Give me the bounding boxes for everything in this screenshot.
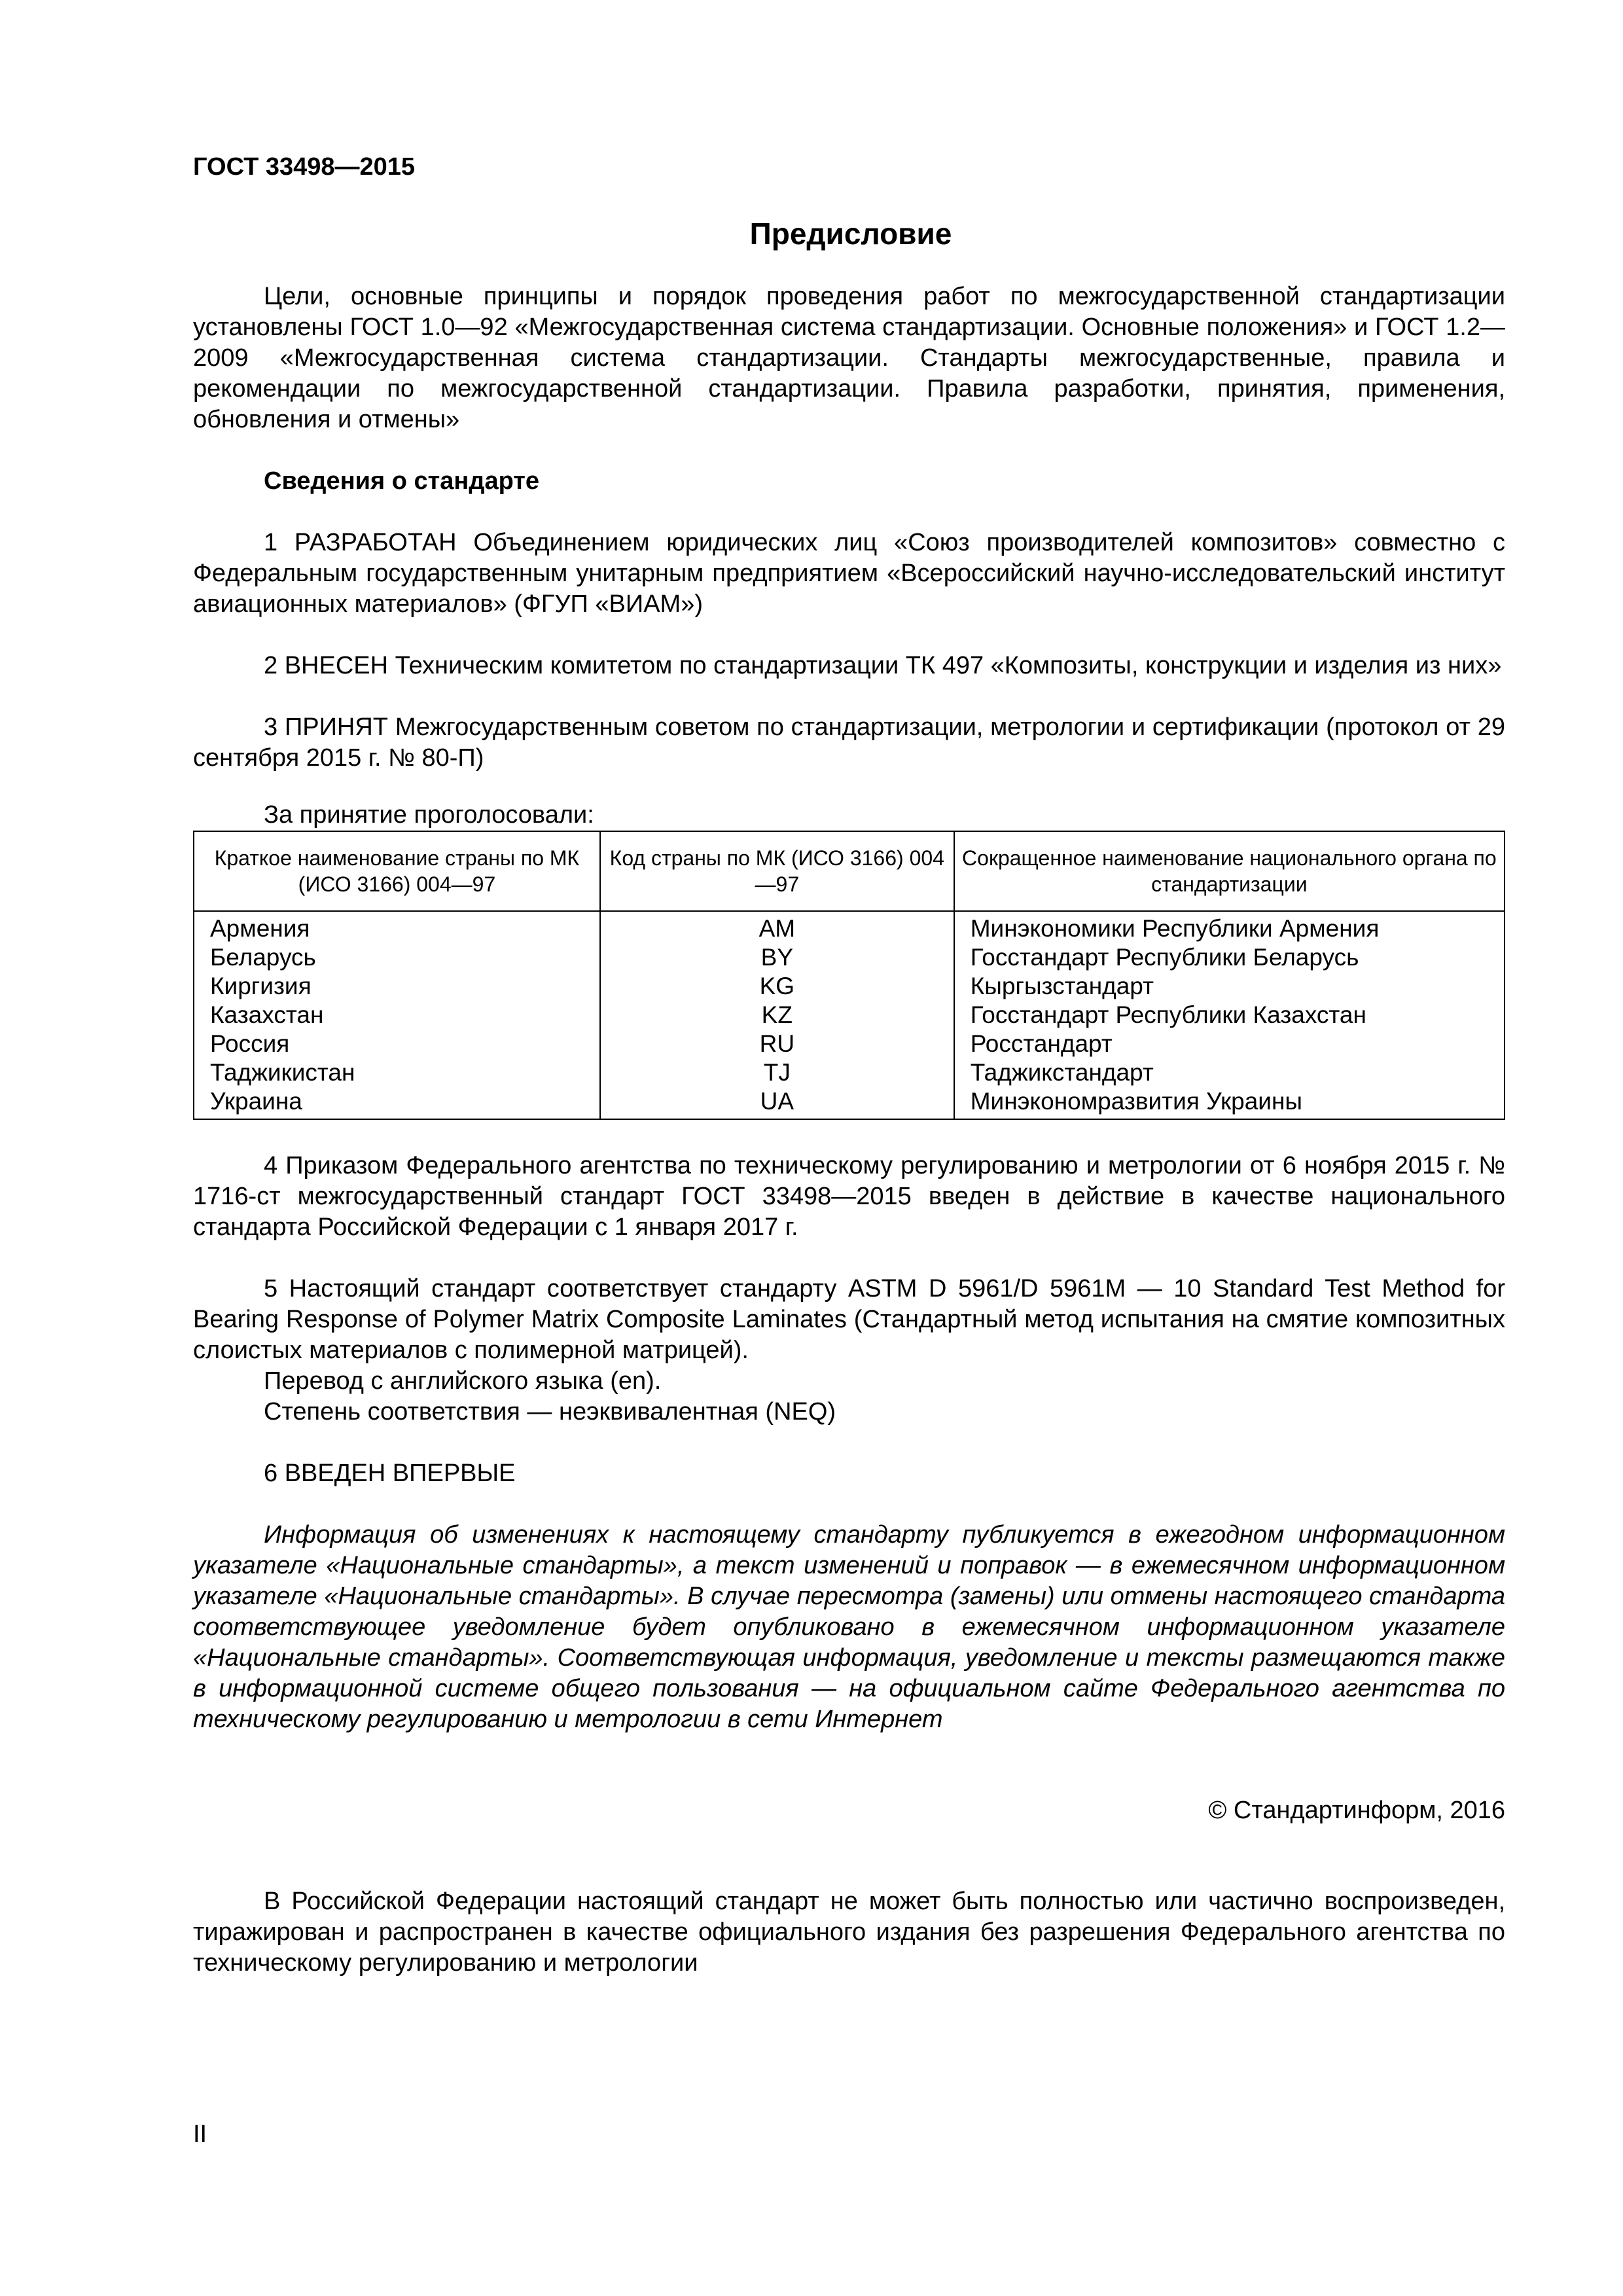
country-cell: Россия	[194, 1030, 600, 1058]
code-cell: RU	[600, 1030, 954, 1058]
page-number: II	[193, 2121, 207, 2148]
vote-caption: За принятие проголосовали:	[264, 801, 594, 829]
table-row	[194, 1087, 1505, 1119]
item-5-conformity: Степень соответствия — неэквивалентная (NEQ)	[264, 1398, 836, 1426]
item-4-paragraph: 4 Приказом Федерального агентства по техническому регулированию и метрологии от 6 ноября 2015 г. № 1716-ст межгосударственный стандарт ГОСТ 33498—2015 введен в действие в качестве национального стандарта Российской Федерации с 1 января 2017 г.	[193, 1152, 1505, 1241]
code-cell: KZ	[600, 1001, 954, 1030]
item-6-paragraph: 6 ВВЕДЕН ВПЕРВЫЕ	[264, 1460, 516, 1487]
country-cell: Киргизия	[194, 972, 600, 1001]
country-cell: Таджикистан	[194, 1058, 600, 1087]
code-cell: TJ	[600, 1058, 954, 1087]
code-cell: BY	[600, 943, 954, 972]
body-cell: Госстандарт Республики Беларусь	[954, 943, 1505, 972]
body-cell: Таджикстандарт	[954, 1058, 1505, 1087]
item-3-paragraph: 3 ПРИНЯТ Межгосударственным советом по стандартизации, метрологии и сертификации (протокол от 29 сентября 2015 г. № 80-П)	[193, 713, 1505, 772]
vote-table-header-country: Краткое наименование страны по МК (ИСО 3166) 004—97	[194, 831, 600, 911]
country-cell: Украина	[194, 1087, 600, 1119]
table-row	[194, 972, 1505, 1001]
vote-table-header-row	[194, 831, 1505, 911]
code-cell: KG	[600, 972, 954, 1001]
table-row	[194, 943, 1505, 972]
country-cell: Беларусь	[194, 943, 600, 972]
country-cell: Армения	[194, 911, 600, 943]
code-cell: UA	[600, 1087, 954, 1119]
body-cell: Росстандарт	[954, 1030, 1505, 1058]
document-body	[193, 281, 1505, 1979]
body-cell: Кыргызстандарт	[954, 972, 1505, 1001]
copyright: © Стандартинформ, 2016	[1208, 1797, 1505, 1824]
body-cell: Минэкономразвития Украины	[954, 1087, 1505, 1119]
item-5-translation: Перевод с английского языка (en).	[264, 1367, 662, 1395]
item-2-paragraph: 2 ВНЕСЕН Техническим комитетом по стандартизации ТК 497 «Композиты, конструкции и изделия из них»	[264, 652, 1502, 679]
vote-table-header-body: Сокращенное наименование национального органа по стандартизации	[954, 831, 1505, 911]
table-row	[194, 1030, 1505, 1058]
vote-table	[193, 831, 1505, 1120]
country-cell: Казахстан	[194, 1001, 600, 1030]
table-row	[194, 1058, 1505, 1087]
document-id: ГОСТ 33498—2015	[193, 153, 416, 181]
item-1-paragraph: 1 РАЗРАБОТАН Объединением юридических лиц «Союз производителей композитов» совместно с Федеральным государственным унитарным предприятием «Всероссийский научно-исследовательский институт авиационных материалов» (ФГУП «ВИАМ»)	[193, 529, 1505, 618]
code-cell: AM	[600, 911, 954, 943]
intro-paragraph: Цели, основные принципы и порядок проведения работ по межгосударственной стандартизации установлены ГОСТ 1.0—92 «Межгосударственная система стандартизации. Основные положения» и ГОСТ 1.2—2009 «Межгосударственная система стандартизации. Стандарты межгосударственные, правила и рекомендации по межгосударственной стандартизации. Правила разработки, принятия, применения, обновления и отмены»	[193, 283, 1505, 433]
body-cell: Минэкономики Республики Армения	[954, 911, 1505, 943]
section-title: Сведения о стандарте	[264, 467, 540, 495]
info-notice: Информация об изменениях к настоящему стандарту публикуется в ежегодном информационном указателе «Национальные стандарты», а текст изменений и поправок — в ежемесячном информационном указателе «Национальные стандарты». В случае пересмотра (замены) или отмены настоящего стандарта соответствующее уведомление будет опубликовано в ежемесячном информационном указателе «Национальные стандарты». Соответствующая информация, уведомление и тексты размещаются также в информационной системе общего пользования — на официальном сайте Федерального агентства по техническому регулированию и метрологии в сети Интернет	[193, 1521, 1505, 1733]
table-row	[194, 1001, 1505, 1030]
body-cell: Госстандарт Республики Казахстан	[954, 1001, 1505, 1030]
reproduction-notice: В Российской Федерации настоящий стандарт не может быть полностью или частично воспроизведен, тиражирован и распространен в качестве официального издания без разрешения Федерального агентства по техническому регулированию и метрологии	[193, 1888, 1505, 1977]
vote-table-header-code: Код страны по МК (ИСО 3166) 004—97	[600, 831, 954, 911]
table-row	[194, 911, 1505, 943]
page-title: Предисловие	[749, 217, 952, 251]
item-5-paragraph: 5 Настоящий стандарт соответствует стандарту ASTM D 5961/D 5961M — 10 Standard Test Method for Bearing Response of Polymer Matrix Composite Laminates (Стандартный метод испытания на смятие композитных слоистых материалов с полимерной матрицей).	[193, 1275, 1505, 1364]
